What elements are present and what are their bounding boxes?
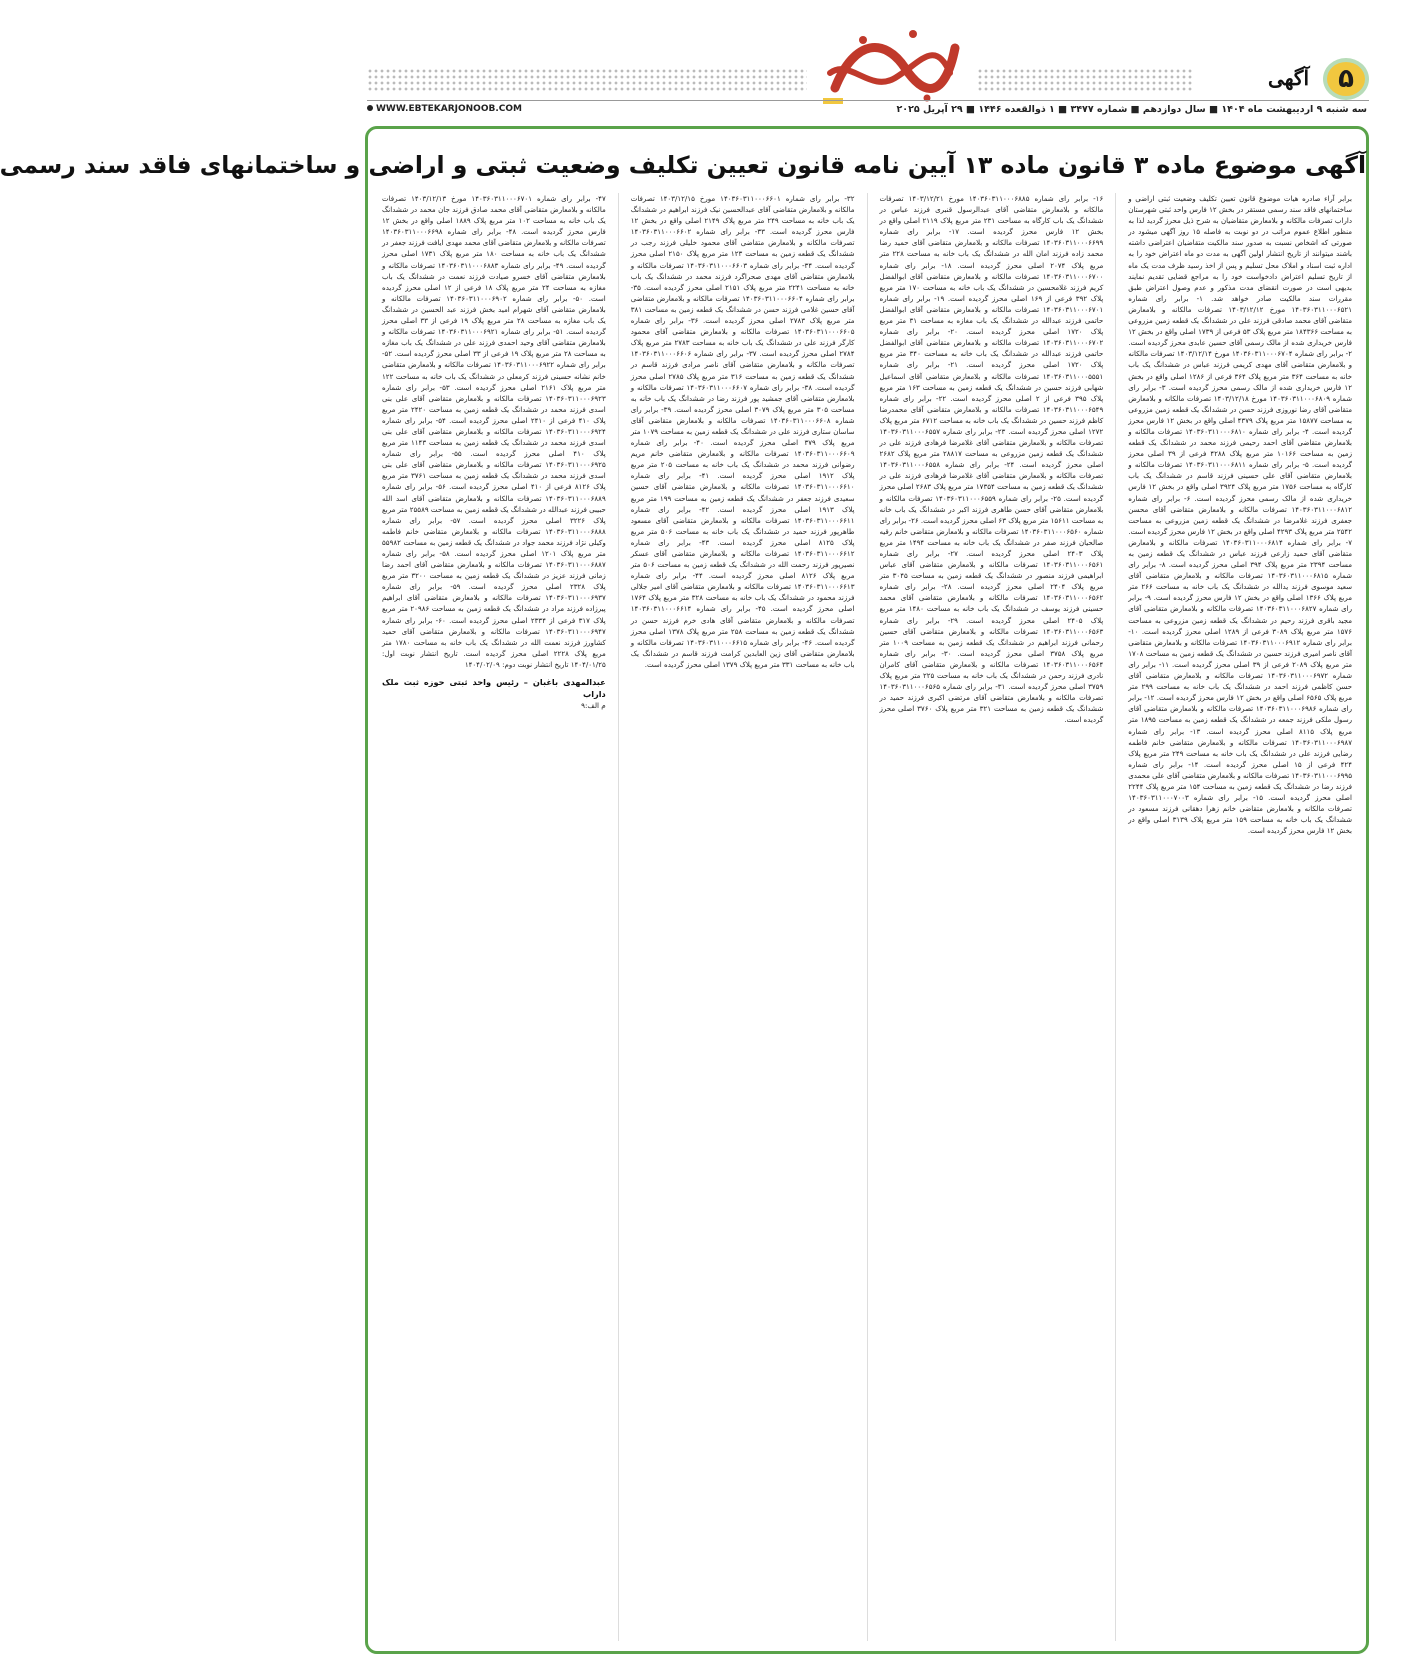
- header-rule: [367, 100, 1369, 101]
- website-text: WWW.EBTEKARJONOOB.COM: [376, 104, 522, 114]
- notice-column-4: [382, 193, 606, 1641]
- header-ornament-left: [367, 68, 807, 92]
- section-title: آگهی: [1268, 66, 1309, 90]
- dateline: سه شنبه ۹ اردیبهشت ماه ۱۴۰۴ ■ سال دوازدهم ■ شماره ۳۴۷۷ ■ ۱ ذوالقعده ۱۴۴۶ ■ ۲۹ آپریل ۲۰۲۵: [896, 104, 1367, 115]
- newspaper-logo: [815, 18, 965, 108]
- column-divider: [618, 193, 619, 1641]
- notice-column-2: [880, 193, 1104, 1641]
- website-url[interactable]: [367, 104, 522, 114]
- legal-notice-frame: [0, 126, 1369, 1654]
- web-bullet-icon: [367, 105, 373, 111]
- notice-signature: عبدالمهدی باغبان – رئیس واحد ثبتی حوزه ثبت ملک داراب: [382, 677, 606, 700]
- logo-text: ابتکار جنوب: [887, 106, 893, 107]
- notice-title: آگهی موضوع ماده ۳ قانون ماده ۱۳ آیین نامه قانون تعیین تکلیف وضعیت ثبتی و اراضی و ساختمانهای فاقد سند رسمی: [0, 151, 1366, 179]
- column-divider: [1115, 193, 1116, 1641]
- header-ornament-right: [977, 68, 1192, 92]
- notice-columns: [382, 193, 1352, 1641]
- notice-column-text: ۴۷- برابر رای شماره ۱۴۰۳۶۰۳۱۱۰۰۰۶۷۰۱ مورخ ۱۴۰۳/۱۲/۱۳ تصرفات مالکانه و بلامعارض متقاضی آقای محمد صادق فرزند جان محمد در ششدانگ یک باب خانه به مساحت ۱۰۲ متر مربع پلاک ۱۸۸۹ اصلی واقع در بخش ۱۲ فارس محرز گردیده است. ۴۸- برابر رای شماره ۱۴۰۳۶۰۳۱۱۰۰۰۶۶۹۸ تصرفات مالکانه و بلامعارض متقاضی آقای محمد مهدی ایافت فرزند جعفر در ششدانگ یک باب خانه به مساحت ۱۸۰ متر مربع پلاک ۱۷۳۱ اصلی محرز گردیده است. ۴۹- برابر رای شماره ۱۴۰۳۶۰۳۱۱۰۰۰۶۸۸۳ تصرفات مالکانه و بلامعارض متقاضی آقای خسرو صیادت فرزند نعمت در ششدانگ یک باب مغازه به مساحت ۲۴ متر مربع پلاک ۱۸ فرعی از ۱۲ اصلی محرز گردیده است. ۵۰- برابر رای شماره ۱۴۰۳۶۰۳۱۱۰۰۰۶۹۰۲ تصرفات مالکانه و بلامعارض متقاضی آقای شهرام امید بخش فرزند عبد الحسین در ششدانگ یک باب مغازه به مساحت ۲۸ متر مربع پلاک ۱۹ فرعی از ۳۳ اصلی محرز گردیده است. ۵۱- برابر رای شماره ۱۴۰۳۶۰۳۱۱۰۰۰۶۹۲۱ تصرفات مالکانه و بلامعارض متقاضی آقای وحید احمدی فرزند علی در ششدانگ یک باب مغازه به مساحت ۲۸ متر مربع پلاک ۱۹ فرعی از ۳۳ اصلی محرز گردیده است. ۵۲- برابر رای شماره ۱۴۰۳۶۰۳۱۱۰۰۰۶۹۲۲ تصرفات مالکانه و بلامعارض متقاضی خانم نشانه حسینی فرزند کرمعلی در ششدانگ یک باب خانه به مساحت ۱۲۲ متر مربع پلاک ۲۱۶۱ اصلی محرز گردیده است. ۵۳- برابر رای شماره ۱۴۰۳۶۰۳۱۱۰۰۰۶۹۲۳ تصرفات مالکانه و بلامعارض متقاضی آقای علی بنی اسدی فرزند محمد در ششدانگ یک قطعه زمین به مساحت ۲۴۲۰ متر مربع پلاک ۴۱۰ فرعی از ۲۴۱۰ اصلی محرز گردیده است. ۵۴- برابر رای شماره ۱۴۰۳۶۰۳۱۱۰۰۰۶۹۲۴ تصرفات مالکانه و بلامعارض متقاضی آقای علی بنی اسدی فرزند محمد در ششدانگ یک قطعه زمین به مساحت ۱۱۴۳ متر مربع پلاک ۴۱۰ اصلی محرز گردیده است. ۵۵- برابر رای شماره ۱۴۰۳۶۰۳۱۱۰۰۰۶۹۲۵ تصرفات مالکانه و بلامعارض متقاضی آقای علی بنی اسدی فرزند محمد در ششدانگ یک قطعه زمین به مساحت ۳۷۶۱ متر مربع پلاک ۸۱۲۶ فرعی از ۴۱۰ اصلی محرز گردیده است. ۵۶- برابر رای شماره ۱۴۰۳۶۰۳۱۱۰۰۰۶۸۸۹ تصرفات مالکانه و بلامعارض متقاضی آقای اسد الله حبیبی فرزند عبدالله در ششدانگ یک قطعه زمین به مساحت ۲۵۵۸۹ متر مربع پلاک ۳۲۲۶ اصلی محرز گردیده است. ۵۷- برابر رای شماره ۱۴۰۳۶۰۳۱۱۰۰۰۶۸۸۸ تصرفات مالکانه و بلامعارض متقاضی خانم فاطمه وکیلی نژاد فرزند محمد جواد در ششدانگ یک قطعه زمین به مساحت ۵۵۹۸۲ متر مربع پلاک ۱۲۰۱ اصلی محرز گردیده است. ۵۸- برابر رای شماره ۱۴۰۳۶۰۳۱۱۰۰۰۶۸۸۷ تصرفات مالکانه و بلامعارض متقاضی آقای احمد رضا زمانی فرزند عزیز در ششدانگ یک قطعه زمین به مساحت ۳۲۰۰ متر مربع پلاک ۲۳۲۸ اصلی محرز گردیده است. ۵۹- برابر رای شماره ۱۴۰۳۶۰۳۱۱۰۰۰۶۹۳۷ تصرفات مالکانه و بلامعارض متقاضی آقای ابراهیم پیرزاده فرزند مراد در ششدانگ یک قطعه زمین به مساحت ۲۰۹۸۶ متر مربع پلاک ۳۱۷ فرعی از ۲۳۳۴ اصلی محرز گردیده است. ۶۰- برابر رای شماره ۱۴۰۳۶۰۳۱۱۰۰۰۶۹۴۷ تصرفات مالکانه و بلامعارض متقاضی آقای حمید کشاورز فرزند نعمت الله در ششدانگ یک باب خانه به مساحت ۱۷۸۰ متر مربع پلاک ۲۲۲۸ اصلی محرز گردیده است. تاریخ انتشار نوبت اول: ۱۴۰۴/۰۱/۲۵ تاریخ انتشار نوبت دوم: ۱۴۰۴/۰۲/۰۹: [382, 194, 606, 669]
- notice-column-text: ۳۲- برابر رای شماره ۱۴۰۳۶۰۳۱۱۰۰۰۶۶۰۱ مورخ ۱۴۰۳/۱۲/۱۵ تصرفات مالکانه و بلامعارض متقاضی آقای عبدالحسین نیک فرزند ابراهیم در ششدانگ یک باب خانه به مساحت ۲۴۹ متر مربع پلاک ۲۱۴۹ اصلی واقع در بخش ۱۲ فارس محرز گردیده است. ۳۳- برابر رای شماره ۱۴۰۳۶۰۳۱۱۰۰۰۶۶۰۲ تصرفات مالکانه و بلامعارض متقاضی آقای محمود خلیلی فرزند رجب در ششدانگ یک قطعه زمین به مساحت ۱۲۳ متر مربع پلاک ۲۱۵۰ اصلی محرز گردیده است. ۳۴- برابر رای شماره ۱۴۰۳۶۰۳۱۱۰۰۰۶۶۰۳ تصرفات مالکانه و بلامعارض متقاضی آقای مهدی صحراگرد فرزند محمد در ششدانگ یک باب خانه به مساحت ۲۲۴۱ متر مربع پلاک ۲۱۵۱ اصلی محرز گردیده است. ۳۵- برابر رای شماره ۱۴۰۳۶۰۳۱۱۰۰۰۶۶۰۴ تصرفات مالکانه و بلامعارض متقاضی آقای حسین غلامی فرزند حسن در ششدانگ یک قطعه زمین به مساحت ۳۸۱ متر مربع پلاک ۲۷۸۳ اصلی محرز گردیده است. ۳۶- برابر رای شماره ۱۴۰۳۶۰۳۱۱۰۰۰۶۶۰۵ تصرفات مالکانه و بلامعارض متقاضی آقای محمود کارگر فرزند علی در ششدانگ یک باب خانه به مساحت ۲۷۸۳ متر مربع پلاک ۲۷۸۴ اصلی محرز گردیده است. ۳۷- برابر رای شماره ۱۴۰۳۶۰۳۱۱۰۰۰۶۶۰۶ تصرفات مالکانه و بلامعارض متقاضی آقای ناصر مرادی فرزند قاسم در ششدانگ یک قطعه زمین به مساحت ۳۱۶ متر مربع پلاک ۲۷۸۵ اصلی محرز گردیده است. ۳۸- برابر رای شماره ۱۴۰۳۶۰۳۱۱۰۰۰۶۶۰۷ تصرفات مالکانه و بلامعارض متقاضی آقای جمشید پور فرزند رضا در ششدانگ یک باب خانه به مساحت ۳۰۵ متر مربع پلاک ۳۰۷۹ اصلی محرز گردیده است. ۳۹- برابر رای شماره ۱۴۰۳۶۰۳۱۱۰۰۰۶۶۰۸ تصرفات مالکانه و بلامعارض متقاضی آقای ساسان ستاری فرزند علی در ششدانگ یک قطعه زمین به مساحت ۱۰۷۹ متر مربع پلاک ۳۷۹ اصلی محرز گردیده است. ۴۰- برابر رای شماره ۱۴۰۳۶۰۳۱۱۰۰۰۶۶۰۹ تصرفات مالکانه و بلامعارض متقاضی خانم مریم رضوانی فرزند محمد در ششدانگ یک باب خانه به مساحت ۲۰۵ متر مربع پلاک ۱۹۱۲ اصلی محرز گردیده است. ۴۱- برابر رای شماره ۱۴۰۳۶۰۳۱۱۰۰۰۶۶۱۰ تصرفات مالکانه و بلامعارض متقاضی آقای حسین سعیدی فرزند جعفر در ششدانگ یک قطعه زمین به مساحت ۱۹۹ متر مربع پلاک ۱۹۱۳ اصلی محرز گردیده است. ۴۲- برابر رای شماره ۱۴۰۳۶۰۳۱۱۰۰۰۶۶۱۱ تصرفات مالکانه و بلامعارض متقاضی آقای مسعود طاهرپور فرزند حمید در ششدانگ یک باب خانه به مساحت ۵۰۶ متر مربع پلاک ۸۱۲۵ اصلی محرز گردیده است. ۴۳- برابر رای شماره ۱۴۰۳۶۰۳۱۱۰۰۰۶۶۱۲ تصرفات مالکانه و بلامعارض متقاضی آقای عسکر نصیرپور فرزند رحمت الله در ششدانگ یک قطعه زمین به مساحت ۵۰۶ متر مربع پلاک ۸۱۲۶ اصلی محرز گردیده است. ۴۴- برابر رای شماره ۱۴۰۳۶۰۳۱۱۰۰۰۶۶۱۳ تصرفات مالکانه و بلامعارض متقاضی آقای امیر جلالی فرزند محمود در ششدانگ یک باب خانه به مساحت ۳۲۸ متر مربع پلاک ۱۷۶۴ اصلی محرز گردیده است. ۴۵- برابر رای شماره ۱۴۰۳۶۰۳۱۱۰۰۰۶۶۱۴ تصرفات مالکانه و بلامعارض متقاضی آقای هادی خرم فرزند حسن در ششدانگ یک قطعه زمین به مساحت ۲۵۸ متر مربع پلاک ۱۳۷۸ اصلی محرز گردیده است. ۴۶- برابر رای شماره ۱۴۰۳۶۰۳۱۱۰۰۰۶۶۱۵ تصرفات مالکانه و بلامعارض متقاضی آقای زین العابدین کرامت فرزند قاسم در ششدانگ یک باب خانه به مساحت ۳۳۱ متر مربع پلاک ۱۳۷۹ اصلی محرز گردیده است.: [630, 194, 855, 669]
- notice-column-3: [631, 193, 855, 1641]
- newspaper-header: [327, 0, 1407, 122]
- notice-column-1: [1128, 193, 1352, 1641]
- notice-column-text: ۱۶- برابر رای شماره ۱۴۰۳۶۰۳۱۱۰۰۰۶۸۸۵ مورخ ۱۴۰۳/۱۲/۲۱ تصرفات مالکانه و بلامعارض متقاضی آقای عبدالرسول قنبری فرزند عباس در ششدانگ یک باب کارگاه به مساحت ۲۳۱ متر مربع پلاک ۲۱۱۹ اصلی واقع در بخش ۱۲ فارس محرز گردیده است. ۱۷- برابر رای شماره ۱۴۰۳۶۰۳۱۱۰۰۰۶۶۹۹ تصرفات مالکانه و بلامعارض متقاضی آقای حمید رضا محمد زاده فرزند امان الله در ششدانگ یک باب خانه به مساحت ۲۲۸ متر مربع پلاک ۲۰۷۴ اصلی محرز گردیده است. ۱۸- برابر رای شماره ۱۴۰۳۶۰۳۱۱۰۰۰۶۷۰۰ تصرفات مالکانه و بلامعارض متقاضی آقای ابوالفضل کریم فرزند غلامحسین در ششدانگ یک باب خانه به مساحت ۱۷۰ متر مربع پلاک ۳۹۲ فرعی از ۱۶۹ اصلی محرز گردیده است. ۱۹- برابر رای شماره ۱۴۰۳۶۰۳۱۱۰۰۰۶۷۰۱ تصرفات مالکانه و بلامعارض متقاضی آقای ابوالفضل حاتمی فرزند عبدالله در ششدانگ یک باب مغازه به مساحت ۳۱ متر مربع پلاک ۱۷۲۰ اصلی محرز گردیده است. ۲۰- برابر رای شماره ۱۴۰۳۶۰۳۱۱۰۰۰۶۷۰۲ تصرفات مالکانه و بلامعارض متقاضی آقای ابوالفضل حاتمی فرزند عبدالله در ششدانگ یک باب خانه به مساحت ۳۴۰ متر مربع پلاک ۱۷۲۰ اصلی محرز گردیده است. ۲۱- برابر رای شماره ۱۴۰۳۶۰۳۱۱۰۰۰۵۵۵۱ تصرفات مالکانه و بلامعارض متقاضی آقای اسماعیل شهابی فرزند حسین در ششدانگ یک قطعه زمین به مساحت ۱۶۳ متر مربع پلاک ۳۹۵ فرعی از ۲ اصلی محرز گردیده است. ۲۲- برابر رای شماره ۱۴۰۳۶۰۳۱۱۰۰۰۶۵۴۹ تصرفات مالکانه و بلامعارض متقاضی آقای محمدرضا کاظم فرزند حسین در ششدانگ یک باب خانه به مساحت ۶۷۱۲ متر مربع پلاک ۱۲۷۲ اصلی محرز گردیده است. ۲۳- برابر رای شماره ۱۴۰۳۶۰۳۱۱۰۰۰۶۵۵۷ تصرفات مالکانه و بلامعارض متقاضی آقای غلامرضا فرهادی فرزند علی در ششدانگ یک قطعه زمین مزروعی به مساحت ۲۸۸۱۷ متر مربع پلاک ۲۶۸۲ اصلی محرز گردیده است. ۲۴- برابر رای شماره ۱۴۰۳۶۰۳۱۱۰۰۰۶۵۵۸ تصرفات مالکانه و بلامعارض متقاضی آقای غلامرضا فرهادی فرزند علی در ششدانگ یک قطعه زمین به مساحت ۱۷۳۵۴ متر مربع پلاک ۲۶۸۳ اصلی محرز گردیده است. ۲۵- برابر رای شماره ۱۴۰۳۶۰۳۱۱۰۰۰۶۵۵۹ تصرفات مالکانه و بلامعارض متقاضی آقای حسن طاهری فرزند اکبر در ششدانگ یک باب خانه به مساحت ۱۵۶۱۱ متر مربع پلاک ۶۳ اصلی محرز گردیده است. ۲۶- برابر رای شماره ۱۴۰۳۶۰۳۱۱۰۰۰۶۵۶۰ تصرفات مالکانه و بلامعارض متقاضی خانم رقیه صالحیان فرزند صفر در ششدانگ یک باب خانه به مساحت ۱۴۹۴ متر مربع پلاک ۲۴۰۳ اصلی محرز گردیده است. ۲۷- برابر رای شماره ۱۴۰۳۶۰۳۱۱۰۰۰۶۵۶۱ تصرفات مالکانه و بلامعارض متقاضی آقای عباس ابراهیمی فرزند منصور در ششدانگ یک قطعه زمین به مساحت ۳۰۴۵ متر مربع پلاک ۲۴۰۴ اصلی محرز گردیده است. ۲۸- برابر رای شماره ۱۴۰۳۶۰۳۱۱۰۰۰۶۵۶۲ تصرفات مالکانه و بلامعارض متقاضی آقای محمد حسینی فرزند یوسف در ششدانگ یک باب خانه به مساحت ۱۴۸۰ متر مربع پلاک ۲۴۰۵ اصلی محرز گردیده است. ۲۹- برابر رای شماره ۱۴۰۳۶۰۳۱۱۰۰۰۶۵۶۳ تصرفات مالکانه و بلامعارض متقاضی آقای حسین رحمانی فرزند ابراهیم در ششدانگ یک قطعه زمین به مساحت ۱۰۰۹ متر مربع پلاک ۳۷۵۸ اصلی محرز گردیده است. ۳۰- برابر رای شماره ۱۴۰۳۶۰۳۱۱۰۰۰۶۵۶۴ تصرفات مالکانه و بلامعارض متقاضی آقای کامران نادری فرزند رحمن در ششدانگ یک باب خانه به مساحت ۲۲۵ متر مربع پلاک ۳۷۵۹ اصلی محرز گردیده است. ۳۱- برابر رای شماره ۱۴۰۳۶۰۳۱۱۰۰۰۶۵۶۵ تصرفات مالکانه و بلامعارض متقاضی آقای مرتضی اکبری فرزند حمید در ششدانگ یک قطعه زمین به مساحت ۳۲۱ متر مربع پلاک ۳۷۶۰ اصلی محرز گردیده است.: [879, 194, 1104, 725]
- notice-column-text: برابر آراء صادره هیات موضوع قانون تعیین تکلیف وضعیت ثبتی اراضی و ساختمانهای فاقد سند رسمی مستقر در بخش ۱۲ فارس واحد ثبتی شهرستان داراب تصرفات مالکانه و بلامعارض متقاضیان به شرح ذیل محرز گردید لذا به منظور اطلاع عموم مراتب در دو نوبت به فاصله ۱۵ روز آگهی میشود در صورتی که اشخاص نسبت به صدور سند مالکیت متقاضیان اعتراضی داشته باشند میتوانند از تاریخ انتشار اولین آگهی به مدت دو ماه اعتراض خود را به اداره ثبت اسناد و املاک محل تسلیم و پس از اخذ رسید ظرف مدت یک ماه از تاریخ تسلیم اعتراض دادخواست خود را به مراجع قضایی تقدیم نمایند بدیهی است در صورت انقضای مدت مذکور و عدم وصول اعتراض طبق مقررات سند مالکیت صادر خواهد شد. ۱- برابر رای شماره ۱۴۰۳۶۰۳۱۱۰۰۰۶۵۲۱ مورخ ۱۴۰۳/۱۲/۱۲ تصرفات مالکانه و بلامعارض متقاضی آقای محمد صادقی فرزند علی در ششدانگ یک قطعه زمین مزروعی به مساحت ۱۸۴۳۶۶ متر مربع پلاک ۵۳ فرعی از ۱۷۳۹ اصلی واقع در بخش ۱۲ فارس خریداری شده از مالک رسمی آقای حسین عابدی محرز گردیده است. ۲- برابر رای شماره ۱۴۰۳۶۰۳۱۱۰۰۰۶۷۰۴ مورخ ۱۴۰۳/۱۲/۱۴ تصرفات مالکانه و بلامعارض متقاضی آقای مهدی کریمی فرزند عباس در ششدانگ یک باب خانه به مساحت ۳۶۴ متر مربع پلاک ۳۶۴ فرعی از ۱۲۸۶ اصلی واقع در بخش ۱۲ فارس خریداری شده از مالک رسمی محرز گردیده است. ۳- برابر رای شماره ۱۴۰۳۶۰۳۱۱۰۰۰۶۸۰۹ مورخ ۱۴۰۳/۱۲/۱۸ تصرفات مالکانه و بلامعارض متقاضی آقای رضا نوروزی فرزند حسن در ششدانگ یک قطعه زمین مزروعی به مساحت ۱۵۸۷۷ متر مربع پلاک ۴۳۷۹ اصلی واقع در بخش ۱۲ فارس محرز گردیده است. ۴- برابر رای شماره ۱۴۰۳۶۰۳۱۱۰۰۰۶۸۱۰ تصرفات مالکانه و بلامعارض متقاضی آقای احمد رحیمی فرزند محمد در ششدانگ یک قطعه زمین به مساحت ۱۰۱۶۶ متر مربع پلاک ۴۲۸۸ فرعی از ۳۹ اصلی محرز گردیده است. ۵- برابر رای شماره ۱۴۰۳۶۰۳۱۱۰۰۰۶۸۱۱ تصرفات مالکانه و بلامعارض متقاضی آقای علی حسینی فرزند قاسم در ششدانگ یک باب کارگاه به مساحت ۱۷۵۶ متر مربع پلاک ۳۹۲۴ اصلی واقع در بخش ۱۲ فارس خریداری شده از مالک رسمی محرز گردیده است. ۶- برابر رای شماره ۱۴۰۳۶۰۳۱۱۰۰۰۶۸۱۲ تصرفات مالکانه و بلامعارض متقاضی آقای محسن جعفری فرزند غلامرضا در ششدانگ یک قطعه زمین مزروعی به مساحت ۲۵۴۲ متر مربع پلاک ۴۲۹۳ اصلی واقع در بخش ۱۲ فارس محرز گردیده است. ۷- برابر رای شماره ۱۴۰۳۶۰۳۱۱۰۰۰۶۸۱۴ تصرفات مالکانه و بلامعارض متقاضی آقای حمید زارعی فرزند عباس در ششدانگ یک قطعه زمین به مساحت ۲۳۹۴ متر مربع پلاک ۳۹۴ اصلی محرز گردیده است. ۸- برابر رای شماره ۱۴۰۳۶۰۳۱۱۰۰۰۶۸۱۵ تصرفات مالکانه و بلامعارض متقاضی آقای سعید موسوی فرزند یدالله در ششدانگ یک باب خانه به مساحت ۲۶۶ متر مربع پلاک ۱۳۶۶ اصلی واقع در بخش ۱۲ فارس محرز گردیده است. ۹- برابر رای شماره ۱۴۰۳۶۰۳۱۱۰۰۰۶۸۲۷ تصرفات مالکانه و بلامعارض متقاضی آقای مجید باقری فرزند رحیم در ششدانگ یک قطعه زمین مزروعی به مساحت ۱۵۷۶ متر مربع پلاک ۳۰۸۹ فرعی از ۱۲۸۹ اصلی محرز گردیده است. ۱۰- برابر رای شماره ۱۴۰۳۶۰۳۱۱۰۰۰۶۹۱۲ تصرفات مالکانه و بلامعارض متقاضی آقای ناصر امیری فرزند حسین در ششدانگ یک قطعه زمین به مساحت ۱۷۰۸ متر مربع پلاک ۲۰۸۹ فرعی از ۳۹ اصلی محرز گردیده است. ۱۱- برابر رای شماره ۱۴۰۳۶۰۳۱۱۰۰۰۶۹۷۲ تصرفات مالکانه و بلامعارض متقاضی آقای حسن کاظمی فرزند احمد در ششدانگ یک باب خانه به مساحت ۲۹۹ متر مربع پلاک ۶۵۶۵ اصلی واقع در بخش ۱۲ فارس محرز گردیده است. ۱۲- برابر رای شماره ۱۴۰۳۶۰۳۱۱۰۰۰۶۹۸۶ تصرفات مالکانه و بلامعارض متقاضی آقای رسول ملکی فرزند جمعه در ششدانگ یک قطعه زمین به مساحت ۱۸۹۵ متر مربع پلاک ۸۱۱۵ اصلی محرز گردیده است. ۱۳- برابر رای شماره ۱۴۰۳۶۰۳۱۱۰۰۰۶۹۸۷ تصرفات مالکانه و بلامعارض متقاضی خانم فاطمه رضایی فرزند علی در ششدانگ یک باب خانه به مساحت ۲۴۹ متر مربع پلاک ۴۲۴ فرعی از ۱۵ اصلی محرز گردیده است. ۱۴- برابر رای شماره ۱۴۰۳۶۰۳۱۱۰۰۰۶۹۹۵ تصرفات مالکانه و بلامعارض متقاضی آقای علی محمدی فرزند رضا در ششدانگ یک قطعه زمین به مساحت ۱۵۴ متر مربع پلاک ۲۲۴۴ اصلی محرز گردیده است. ۱۵- برابر رای شماره ۱۴۰۳۶۰۳۱۱۰۰۰۷۰۰۳ تصرفات مالکانه و بلامعارض متقاضی خانم زهرا دهقانی فرزند مسعود در ششدانگ یک باب خانه به مساحت ۱۵۹ متر مربع پلاک ۳۱۳۹ اصلی واقع در بخش ۱۲ فارس محرز گردیده است.: [1128, 194, 1353, 836]
- column-divider: [867, 193, 868, 1641]
- page-number-badge: ۵: [1323, 58, 1369, 100]
- notice-reference-id: م الف:۹: [581, 701, 606, 711]
